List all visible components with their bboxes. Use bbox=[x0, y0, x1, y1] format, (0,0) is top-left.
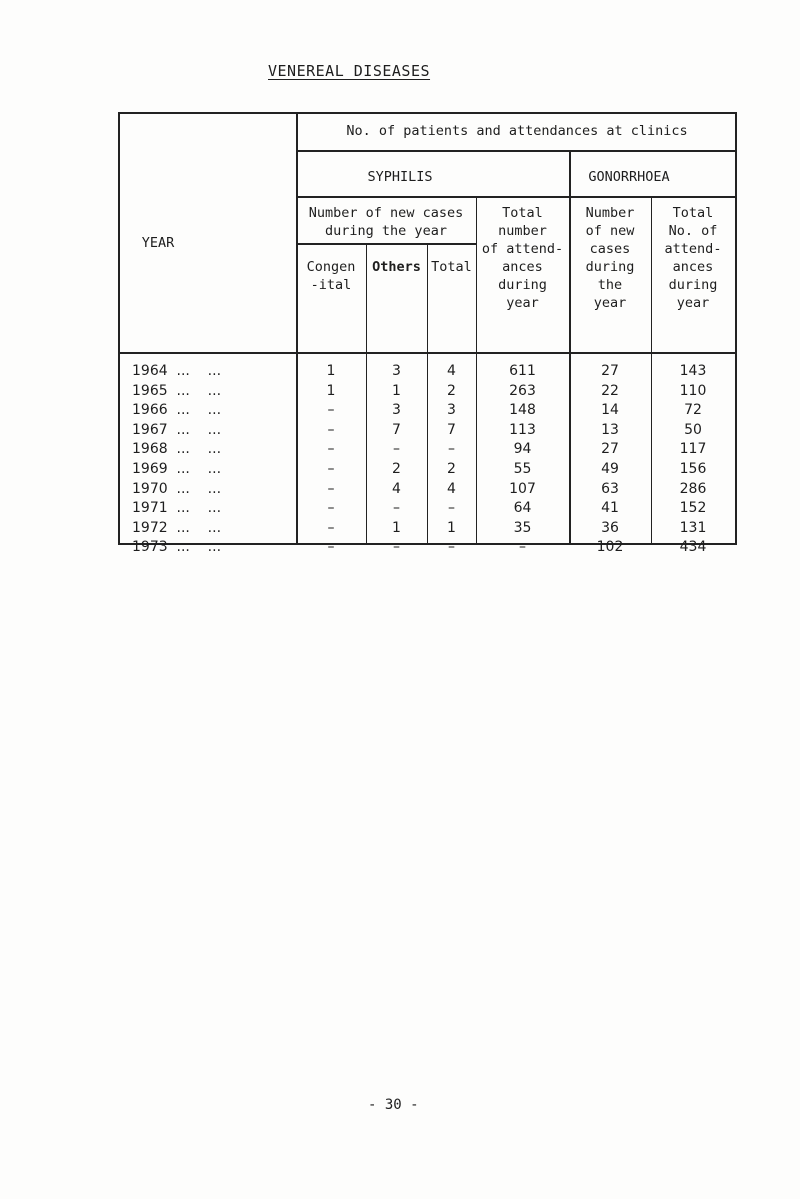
gonorrhoea-header: GONORRHOEA bbox=[588, 169, 670, 185]
total-header: Total bbox=[431, 259, 472, 275]
header-rule-3 bbox=[296, 243, 476, 245]
cell-gon-new: 41 bbox=[601, 500, 619, 517]
cell-gon-new: 102 bbox=[596, 539, 624, 556]
syph-attend-header-1: Total bbox=[502, 205, 543, 221]
row-year: 1970 ... ... bbox=[132, 480, 222, 497]
gon-new-header-3: cases bbox=[589, 241, 631, 257]
cell-congenital: – bbox=[327, 480, 335, 497]
gon-attend-header-3: attend- bbox=[664, 241, 722, 257]
gon-attend-header-4: ances bbox=[672, 259, 714, 275]
syph-new-cases-header-2: during the year bbox=[325, 223, 447, 239]
cell-gon-attend: 156 bbox=[679, 461, 707, 477]
cell-congenital: 1 bbox=[326, 382, 336, 399]
cell-gon-attend: 72 bbox=[684, 402, 702, 419]
row-year: 1967 ... ... bbox=[132, 421, 222, 438]
header-rule-2 bbox=[296, 196, 736, 198]
cell-others: 1 bbox=[392, 519, 401, 536]
row-year: 1966 ... ... bbox=[132, 402, 222, 419]
row-year: 1972 ... ... bbox=[132, 519, 222, 536]
cell-syph-attend: 263 bbox=[509, 382, 536, 399]
row-year: 1971 ... ... bbox=[132, 500, 222, 517]
cell-others: – bbox=[393, 500, 400, 517]
cell-gon-new: 63 bbox=[601, 480, 619, 497]
cell-congenital: – bbox=[327, 402, 335, 419]
cell-others: 3 bbox=[392, 402, 401, 419]
cell-gon-attend: 143 bbox=[679, 363, 707, 379]
cell-total: 1 bbox=[447, 519, 456, 536]
gon-attend-header-5: during bbox=[668, 277, 718, 293]
cell-gon-attend: 434 bbox=[679, 539, 707, 556]
gon-new-header-1: Number bbox=[585, 205, 635, 221]
row-year: 1969 ... ... bbox=[132, 461, 222, 477]
row-year: 1968 ... ... bbox=[132, 441, 222, 458]
congenital-header-2: -ital bbox=[310, 277, 352, 293]
gon-attend-header-2: No. of bbox=[668, 223, 718, 239]
syph-attend-header-2: number bbox=[498, 223, 547, 239]
syph-attend-header-6: year bbox=[506, 295, 539, 311]
gon-new-header-6: year bbox=[593, 295, 627, 311]
header-rule-1 bbox=[296, 150, 736, 152]
cell-congenital: – bbox=[327, 421, 335, 438]
cell-gon-attend: 117 bbox=[679, 441, 707, 458]
cell-total: – bbox=[448, 500, 455, 517]
cell-others: – bbox=[393, 441, 400, 458]
cell-gon-attend: 286 bbox=[679, 480, 707, 497]
cell-gon-new: 27 bbox=[601, 441, 619, 458]
others-header: Others bbox=[372, 259, 421, 275]
cell-syph-attend: 148 bbox=[509, 402, 536, 419]
cell-syph-attend: 94 bbox=[513, 441, 532, 458]
cell-syph-attend: 55 bbox=[513, 461, 532, 477]
cell-syph-attend: 35 bbox=[513, 519, 532, 536]
row-year: 1973 ... ... bbox=[132, 539, 222, 556]
cell-gon-attend: 50 bbox=[684, 421, 702, 438]
cell-others: 7 bbox=[392, 421, 401, 438]
cell-gon-attend: 131 bbox=[679, 519, 707, 536]
cell-congenital: – bbox=[327, 441, 335, 458]
cell-others: 2 bbox=[392, 461, 401, 477]
cell-total: 2 bbox=[447, 382, 456, 399]
cell-others: 4 bbox=[392, 480, 401, 497]
year-header: YEAR bbox=[141, 235, 175, 251]
cell-gon-new: 13 bbox=[601, 421, 619, 438]
cell-total: 7 bbox=[447, 421, 456, 438]
cell-syph-attend: 107 bbox=[509, 480, 536, 497]
cell-total: – bbox=[448, 441, 455, 458]
gon-new-header-4: during bbox=[585, 259, 635, 275]
cell-syph-attend: 611 bbox=[509, 363, 536, 379]
cell-total: 4 bbox=[447, 480, 456, 497]
syphilis-header: SYPHILIS bbox=[367, 169, 433, 185]
cell-congenital: – bbox=[327, 461, 335, 477]
gon-new-header-5: the bbox=[597, 277, 623, 293]
syph-attend-header-3: of attend- bbox=[481, 241, 564, 257]
row-year: 1964 ... ... bbox=[132, 363, 222, 379]
cell-gon-attend: 152 bbox=[679, 500, 707, 517]
cell-total: 3 bbox=[447, 402, 456, 419]
table-row bbox=[0, 539, 800, 561]
cell-others: – bbox=[393, 539, 400, 556]
cell-others: 1 bbox=[392, 382, 401, 399]
congenital-header-1: Congen bbox=[306, 259, 356, 275]
gon-new-header-2: of new bbox=[585, 223, 635, 239]
cell-syph-attend: 113 bbox=[509, 421, 536, 438]
cell-congenital: – bbox=[327, 539, 335, 556]
cell-congenital: 1 bbox=[326, 363, 336, 379]
cell-congenital: – bbox=[327, 519, 335, 536]
gon-attend-header-6: year bbox=[676, 295, 710, 311]
cell-gon-new: 14 bbox=[601, 402, 619, 419]
page-title: VENEREAL DISEASES bbox=[268, 62, 431, 80]
syph-attend-header-5: during bbox=[498, 277, 547, 293]
cell-total: 2 bbox=[447, 461, 456, 477]
cell-total: – bbox=[448, 539, 455, 556]
page-number: - 30 - bbox=[368, 1097, 419, 1113]
cell-others: 3 bbox=[392, 363, 401, 379]
row-year: 1965 ... ... bbox=[132, 382, 222, 399]
cell-gon-new: 27 bbox=[601, 363, 619, 379]
cell-syph-attend: – bbox=[519, 539, 526, 556]
cell-congenital: – bbox=[327, 500, 335, 517]
cell-total: 4 bbox=[447, 363, 456, 379]
main-header: No. of patients and attendances at clinics bbox=[346, 123, 688, 139]
cell-gon-new: 22 bbox=[601, 382, 619, 399]
cell-gon-attend: 110 bbox=[679, 382, 707, 399]
gon-attend-header-1: Total bbox=[672, 205, 714, 221]
syph-attend-header-4: ances bbox=[502, 259, 543, 275]
cell-gon-new: 36 bbox=[601, 519, 619, 536]
cell-syph-attend: 64 bbox=[513, 500, 532, 517]
syph-new-cases-header-1: Number of new cases bbox=[308, 205, 464, 221]
cell-gon-new: 49 bbox=[601, 461, 619, 477]
table-top-border bbox=[118, 112, 736, 114]
